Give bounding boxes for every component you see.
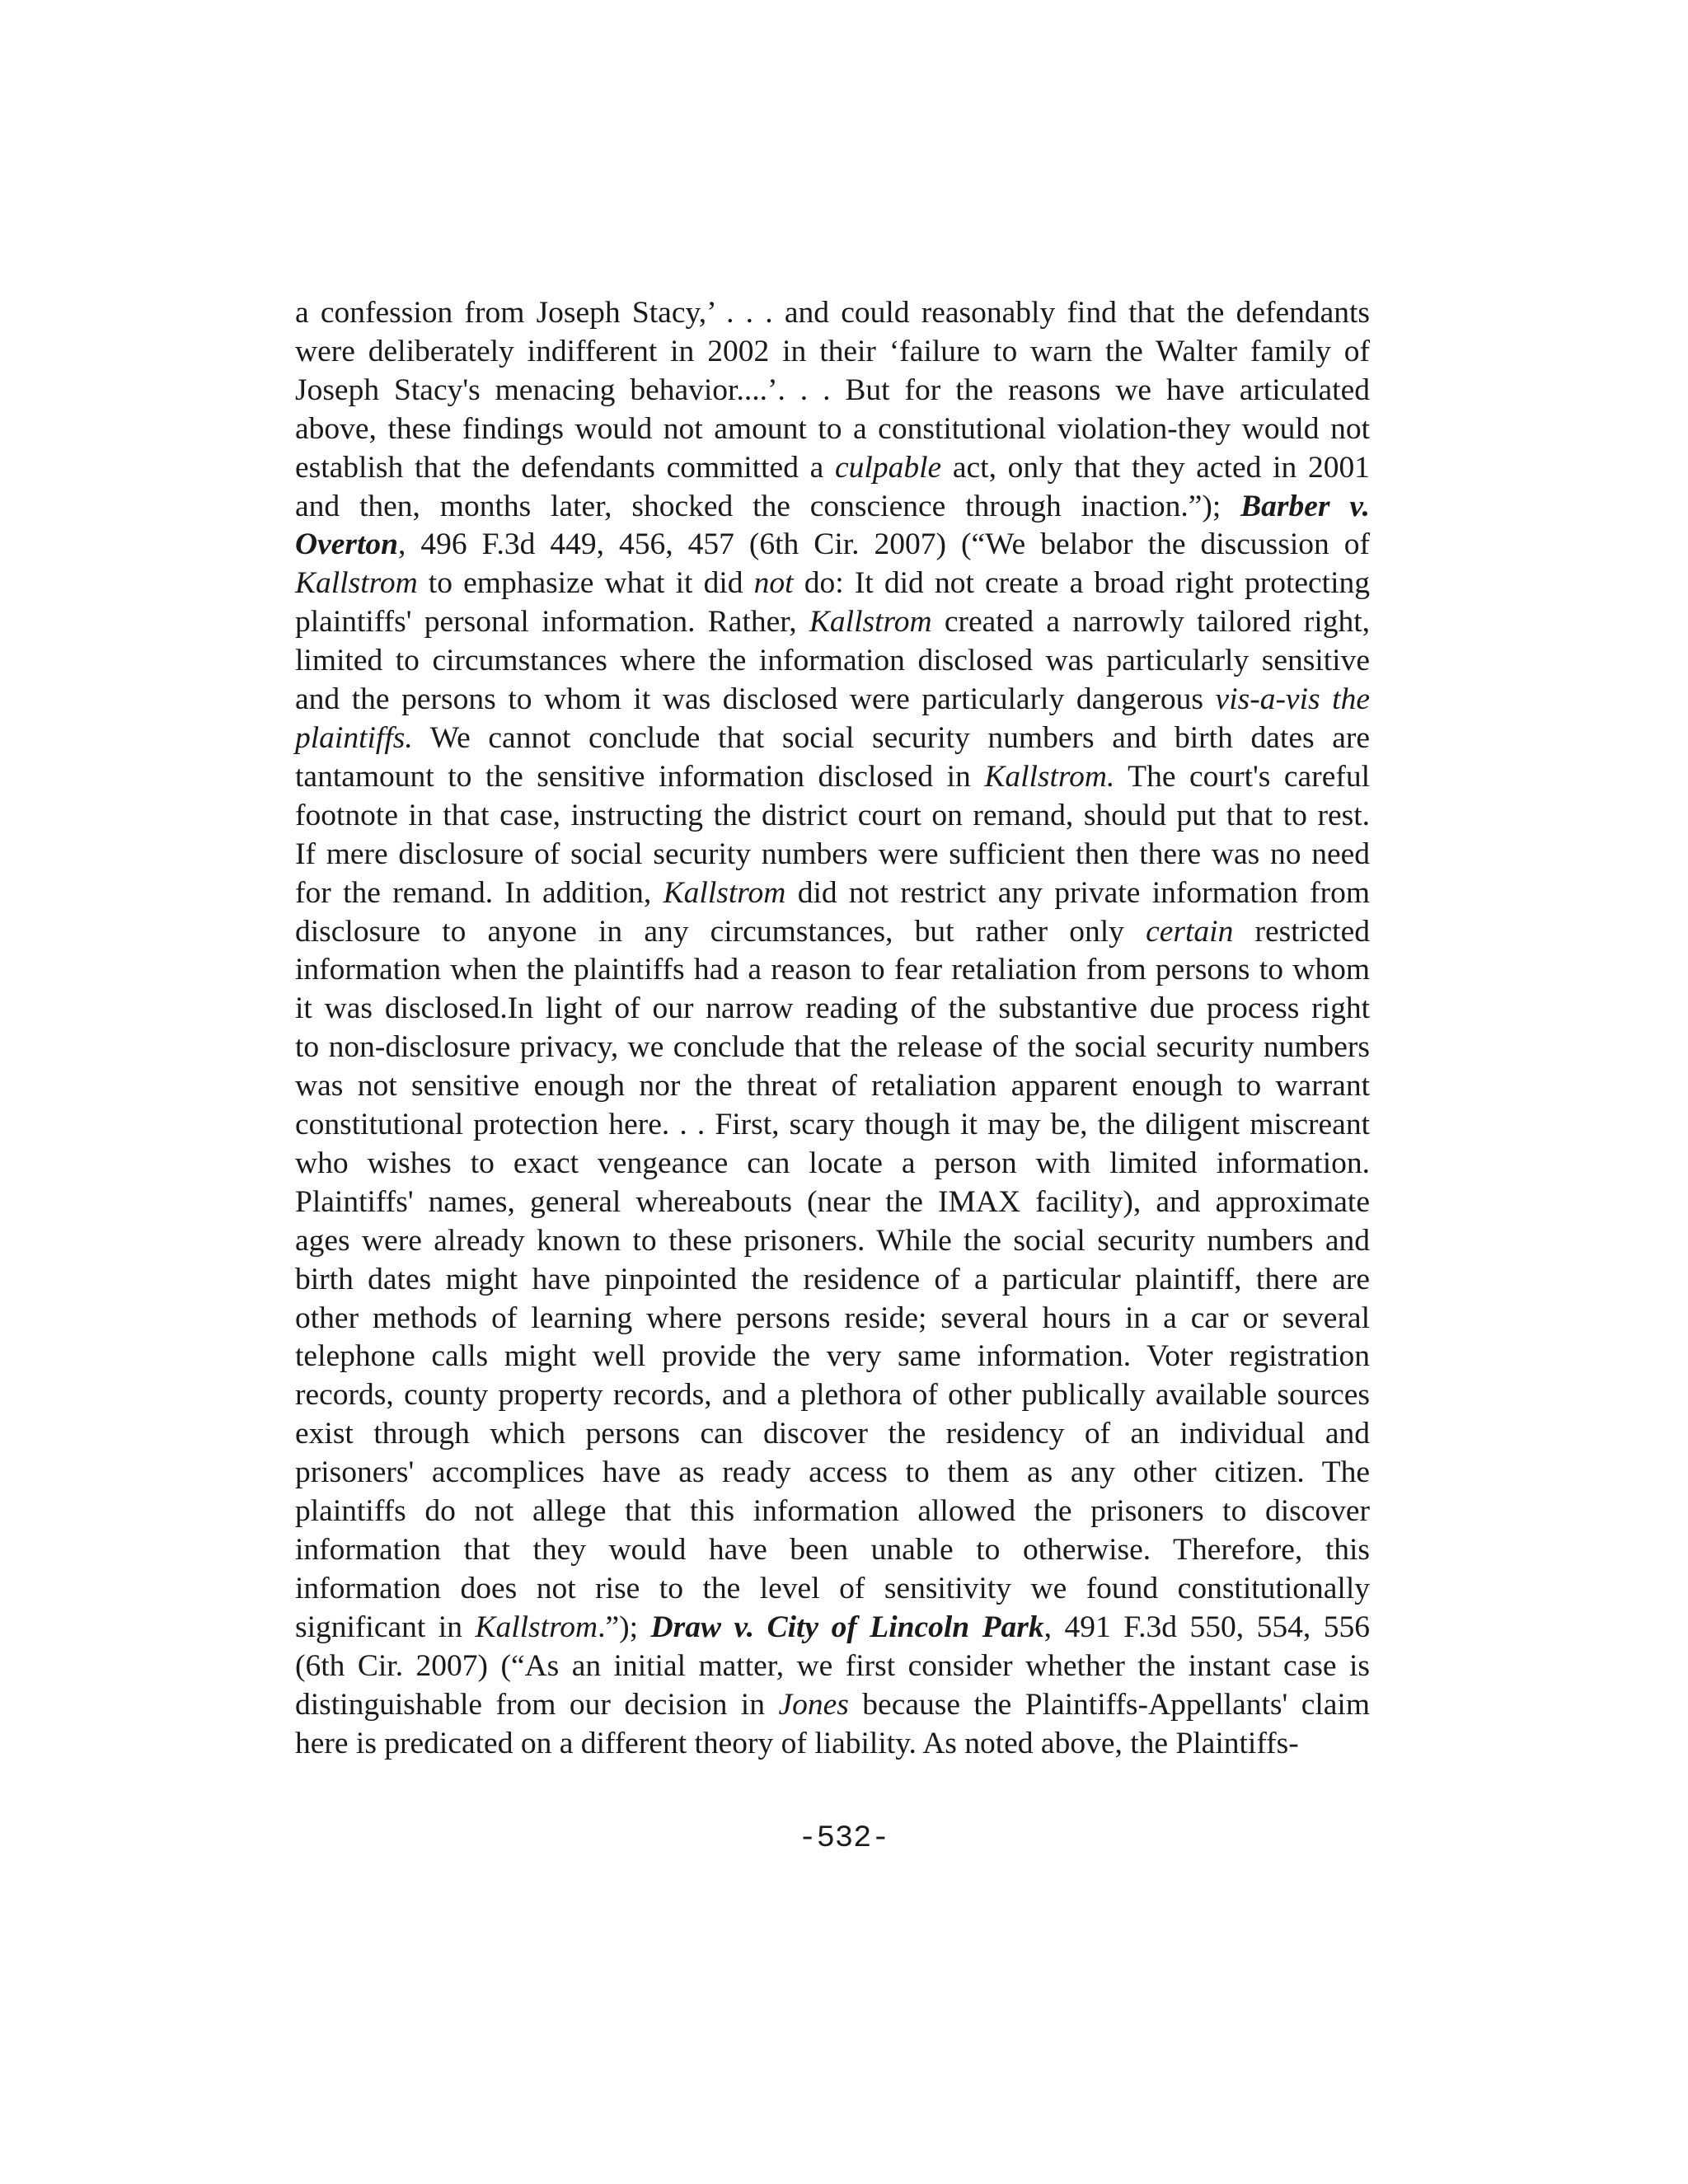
- text-run: it was disclosed.In light of our narrow reading of the substantive due process right: [295, 991, 1370, 1026]
- text-run: exist through which persons can discover the residency of an individual and: [295, 1417, 1370, 1451]
- text-line: [295, 1609, 1370, 1647]
- italic-text: Kallstrom: [663, 875, 786, 910]
- text-run: to non-disclosure privacy, we conclude that the release of the social security numbers: [295, 1030, 1370, 1065]
- text-run: significant in: [295, 1610, 476, 1644]
- text-run: and then, months later, shocked the conscience through inaction.”);: [295, 489, 1241, 523]
- italic-text: vis-a-vis the: [1215, 682, 1370, 717]
- text-line: [295, 913, 1370, 952]
- text-run: telephone calls might well provide the very same information. Voter registration: [295, 1339, 1370, 1374]
- text-line: [295, 719, 1370, 758]
- text-line: [295, 1647, 1370, 1686]
- text-run: ages were already known to these prisoners. While the social security numbers and: [295, 1223, 1370, 1258]
- text-line: [295, 1029, 1370, 1067]
- text-line: [295, 642, 1370, 681]
- text-run: to emphasize what it did: [417, 566, 754, 601]
- body-text: [295, 294, 1370, 1763]
- text-line: [295, 488, 1370, 527]
- text-run: establish that the defendants committed a: [295, 450, 836, 485]
- text-run: birth dates might have pinpointed the residence of a particular plaintiff, there are: [295, 1262, 1370, 1296]
- text-line: [295, 990, 1370, 1029]
- text-run: because the Plaintiffs-Appellants' claim: [848, 1687, 1371, 1722]
- italic-text: Kallstrom.: [984, 759, 1115, 794]
- text-run: and the persons to whom it was disclosed were particularly dangerous: [295, 682, 1216, 717]
- italic-text: Kallstrom: [295, 566, 418, 601]
- text-line: [295, 372, 1370, 410]
- text-run: information when the plaintiffs had a reason to fear retaliation from persons to whom: [295, 953, 1370, 987]
- text-line: [295, 603, 1370, 642]
- text-line: [295, 1415, 1370, 1454]
- text-run: here is predicated on a different theory of liability. As noted above, the Plaintiffs-: [295, 1726, 1299, 1760]
- text-run: footnote in that case, instructing the district court on remand, should put that to rest.: [295, 798, 1370, 832]
- text-line: [295, 797, 1370, 836]
- text-line: [295, 681, 1370, 719]
- italic-text: certain: [1146, 914, 1234, 949]
- text-run: above, these findings would not amount to a constitutional violation-they would not: [295, 411, 1370, 446]
- text-run: plaintiffs' personal information. Rather,: [295, 605, 809, 640]
- text-run: tantamount to the sensitive information disclosed in: [295, 759, 985, 794]
- text-line: [295, 951, 1370, 990]
- text-line: [295, 1531, 1370, 1570]
- italic-text: plaintiffs.: [295, 720, 413, 755]
- text-line: [295, 1454, 1370, 1493]
- text-line: [295, 1222, 1370, 1261]
- text-line: [295, 1570, 1370, 1609]
- text-run: do: It did not create a broad right protecting: [793, 566, 1371, 601]
- text-run: (6th Cir. 2007) (“As an initial matter, we first consider whether the instant case is: [295, 1648, 1370, 1683]
- text-run: was not sensitive enough nor the threat of retaliation apparent enough to warrant: [295, 1069, 1370, 1104]
- text-run: other methods of learning where persons reside; several hours in a car or several: [295, 1301, 1370, 1335]
- text-line: [295, 758, 1370, 797]
- text-run: were deliberately indifferent in 2002 in their ‘failure to warn the Walter family of: [295, 334, 1370, 368]
- text-line: [295, 565, 1370, 603]
- text-run: .”);: [598, 1610, 651, 1644]
- text-line: [295, 1261, 1370, 1300]
- page-number: -532-: [798, 1821, 890, 1856]
- text-line: [295, 874, 1370, 913]
- text-run: Plaintiffs' names, general whereabouts (near the IMAX facility), and approximate: [295, 1184, 1370, 1219]
- text-run: who wishes to exact vengeance can locate a person with limited information.: [295, 1146, 1370, 1180]
- text-line: [295, 836, 1370, 874]
- text-line: [295, 449, 1370, 488]
- text-run: restricted: [1233, 914, 1370, 949]
- text-run: Joseph Stacy's menacing behavior....’. . . But for the reasons we have articulated: [295, 373, 1370, 407]
- text-line: [295, 1183, 1370, 1222]
- text-run: act, only that they acted in 2001: [941, 450, 1370, 485]
- text-run: information that they would have been unable to otherwise. Therefore, this: [295, 1533, 1370, 1567]
- italic-text: Kallstrom: [809, 605, 932, 640]
- text-run: plaintiffs do not allege that this information allowed the prisoners to discover: [295, 1494, 1370, 1529]
- text-run: constitutional protection here. . . First, scary though it may be, the diligent miscreant: [295, 1108, 1370, 1142]
- case-citation: Barber v.: [1240, 489, 1370, 523]
- text-run: , 496 F.3d 449, 456, 457 (6th Cir. 2007) (“We belabor the discussion of: [398, 527, 1370, 562]
- text-line: [295, 1493, 1370, 1531]
- text-line: [295, 526, 1370, 565]
- text-line: [295, 410, 1370, 449]
- text-line: [295, 1686, 1370, 1725]
- italic-text: culpable: [835, 450, 942, 485]
- text-run: for the remand. In addition,: [295, 875, 663, 910]
- case-citation: Overton: [295, 527, 398, 562]
- text-line: [295, 1145, 1370, 1183]
- text-run: If mere disclosure of social security numbers were sufficient then there was no need: [295, 837, 1370, 871]
- text-run: We cannot conclude that social security numbers and birth dates are: [412, 720, 1370, 755]
- text-run: prisoners' accomplices have as ready access to them as any other citizen. The: [295, 1455, 1370, 1490]
- case-citation: Draw v. City of Lincoln Park: [650, 1610, 1044, 1644]
- text-line: [295, 1300, 1370, 1338]
- text-run: The court's careful: [1114, 759, 1370, 794]
- text-run: , 491 F.3d 550, 554, 556: [1043, 1610, 1370, 1644]
- text-run: information does not rise to the level of sensitivity we found constitutionally: [295, 1571, 1370, 1605]
- text-line: [295, 1725, 1370, 1764]
- text-run: did not restrict any private information from: [785, 875, 1370, 910]
- italic-text: Kallstrom: [475, 1610, 598, 1644]
- text-run: limited to circumstances where the information disclosed was particularly sensitive: [295, 644, 1370, 678]
- text-run: distinguishable from our decision in: [295, 1687, 779, 1722]
- text-line: [295, 333, 1370, 372]
- text-line: [295, 1376, 1370, 1415]
- italic-text: not: [753, 566, 794, 601]
- text-run: a confession from Joseph Stacy,’ . . . and could reasonably find that the defendants: [295, 296, 1370, 330]
- text-line: [295, 1067, 1370, 1106]
- text-run: created a narrowly tailored right,: [931, 605, 1370, 640]
- italic-text: Jones: [778, 1687, 849, 1722]
- text-run: records, county property records, and a plethora of other publically available sources: [295, 1378, 1370, 1413]
- text-line: [295, 294, 1370, 333]
- text-line: [295, 1106, 1370, 1145]
- text-line: [295, 1338, 1370, 1376]
- text-run: disclosure to anyone in any circumstances, but rather only: [295, 914, 1146, 949]
